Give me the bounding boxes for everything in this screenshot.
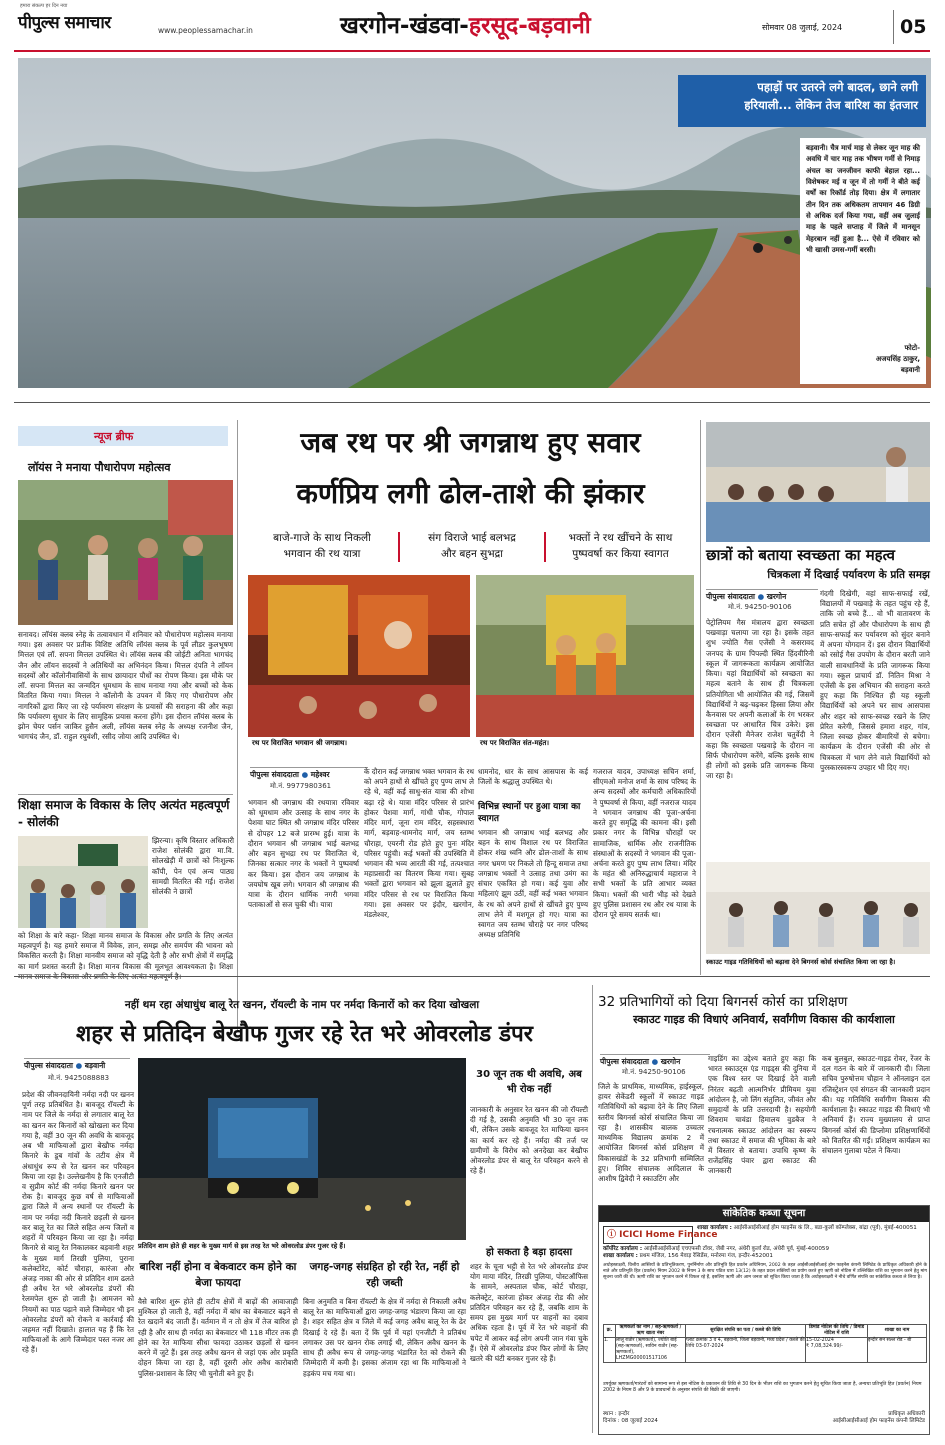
- brief2-photo: [18, 836, 148, 928]
- notice-company: ICICI Home Finance: [619, 1230, 718, 1240]
- scout-byline-place: खरगोन: [660, 1057, 681, 1066]
- edition-part1: खरगोन-खंडवा-: [340, 13, 469, 39]
- scout-col1: जिले के प्राथमिक, माध्यमिक, हाईस्कूल, हायर सेकेंडरी स्कूलों में स्काउट गाइड गतिविधियों को बढ़ावा देने के लिए जिला स्तरीय बिगनर्स कोर्स संचालित किया जा रहा है। शासकीय बालक उच्चतर माध्यमिक विद्यालय क्रमांक 2 में आयोजित बिगनर्स कोर्स प्रशिक्षण में विकासखंडों के 32 प्रतिभागी सम्मिलित हुए। शिविर संचालक आदिलाल के आशीष द्विवेदी ने स्काउटिंग और: [598, 1082, 704, 1183]
- sand-byline-name: पीपुल्स संवाददाता: [24, 1061, 73, 1070]
- scout-photo-caption: स्काउट गाइड गतिविधियों को बढ़ावा देने बिगनर्स कोर्स संचालित किया जा रहा है।: [706, 958, 896, 966]
- notice-th-no: क्र.: [604, 1325, 616, 1338]
- brief1-title: लॉयंस ने मनाया पौधारोपण महोत्सव: [28, 461, 171, 474]
- masthead-tagline: हमारा संकल्प हर दिन नया: [20, 3, 68, 9]
- masthead-rule: [14, 50, 930, 52]
- news-brief-label: [18, 426, 228, 446]
- sand-sub2-body: वैसे बारिश शुरू होते ही तटीय क्षेत्रों में बाढ़ों की आवाजाही मुश्किल हो जाती है, वहीं नर्मदा में बांध का बेकवाटर बढ़ने से रेत खदानें बंद जाती हैं। वर्तमान में न तो क्षेत्र में तेज बारिश हो रही है और साथ ही नर्मदा का बेकवाटर भी 118 मीटर तक ही होने का रेत माफिया सीधा फायदा उठाकर छड़लों से खनन करने में जुटे हैं। इस तरह अवैध खनन से जहां एक ओर प्रकृति दोहन किया जा रहा है, वहीं दूसरी ओर अवैध कारोबारी पुलिस-प्रशासन के लिए भी चुनौती बने हुए हैं।: [138, 1297, 298, 1378]
- sand-side-head-2: हो सकता है बड़ा हादसा: [485, 1247, 573, 1258]
- scout-class-photo: [706, 862, 930, 954]
- rath-headline-2: कर्णप्रिय लगी ढोल-ताशे की झंकार: [296, 477, 645, 510]
- rath-col3-subhead: विभिन्न स्थानों पर हुआ यात्रा का स्वागत: [478, 802, 581, 825]
- cleanliness-subhead: चित्रकला में दिखाई पर्यावरण के प्रति समझ: [767, 569, 930, 581]
- lead-photo-credit: [806, 343, 920, 376]
- cleanliness-photo: [706, 422, 930, 542]
- deck-2-line1: संग विराजे भाई बलभद्र: [428, 532, 516, 544]
- rath-deck: [248, 530, 693, 570]
- rath-col1: भगवान श्री जगन्नाथ की रथयात्रा रविवार को धूमधाम और उत्साह के साथ नगर के पेशवा घाट स्थित श्री जगन्नाथ मंदिर परिसर से दोपहर 12 बजे प्रारम्भ हुई। यात्रा के दौरान भगवान श्री जगन्नाथ भाई बलभद्र और बहन सुभद्रा रथ पर विराजित थे, जिनका सत्कार नगर के भक्तों ने पुष्पवर्षा कर किया। इस दौरान जय जगन्नाथ के जयघोष खूब लगे। भगवान श्री जगन्नाथ की यात्रा के दौरान धार्मिक नगरी भगवा पताकाओं से सज चुकी थी। यात्रा: [248, 798, 359, 910]
- cleanliness-headline: छात्रों को बताया स्वच्छता का महत्व: [706, 546, 895, 564]
- bullet-icon: ●: [757, 592, 765, 601]
- table-row: [604, 1337, 927, 1362]
- possession-notice: [598, 1205, 930, 1435]
- scout-photo: [706, 862, 930, 954]
- edition-title: [340, 8, 591, 40]
- bullet-icon: ●: [301, 770, 309, 779]
- notice-table: [603, 1324, 927, 1363]
- notice-branch2-addr: प्रथम मंजिल, 156 मेवाड़ रेसिडेंस, मनोरमा गंज, इन्दौर-452001: [639, 1253, 773, 1260]
- bullet-icon: ●: [651, 1057, 659, 1066]
- brief-divider: [18, 794, 233, 795]
- sand-mobile: मो.नं. 9425088883: [48, 1074, 110, 1082]
- rath-photo-1: [248, 575, 470, 750]
- icici-logo-icon: ⓘ: [607, 1230, 617, 1240]
- sand-byline-place: बड़वानी: [84, 1061, 106, 1070]
- masthead: [0, 0, 945, 52]
- deck-sep-2: [544, 532, 546, 562]
- rath-byline-place: महेश्वर: [310, 770, 330, 779]
- column-rule-2: [700, 420, 701, 975]
- rath-mobile: मो.नं. 9977980361: [270, 782, 332, 790]
- scout-byline: [600, 1054, 710, 1067]
- section-rule-2: [14, 976, 930, 977]
- notice-th-demand: डिमांड नोटिस की तिथि / डिमांड नोटिस में राशि: [806, 1325, 868, 1338]
- deck-1: [248, 530, 396, 563]
- lead-photo-textbox: [800, 138, 926, 384]
- notice-sign-by: प्राधिकृत अधिकारी: [888, 1411, 925, 1417]
- deck-2: [402, 530, 542, 563]
- rath-photo-1-caption: रथ पर विराजित भगवान श्री जगन्नाथ।: [248, 737, 470, 750]
- rath-byline: [250, 767, 368, 780]
- sand-dumper-photo: [138, 1058, 466, 1240]
- notice-sign-date: दिनांक : 08 जुलाई 2024: [603, 1418, 658, 1425]
- notice-footer: उपर्युक्त ऋणकर्ता/गारंटरों को सामान्य रूप से इस नोटिस के प्रकाशन की तिथि से 30 दिन के भीतर राशि का भुगतान करने हेतु सूचित किया जाता है, अन्यथा प्रतिभूति हित (प्रवर्तन) नियम 2002 के नियम 8 और 9 के प्रावधानों के अनुसार संपत्ति की बिक्री की जाएगी।: [603, 1382, 922, 1394]
- brief1-photo: [18, 480, 233, 625]
- scout-mobile: मो.नं. 94250-90106: [622, 1068, 686, 1076]
- sand-side-col-1: जानकारी के अनुसार रेत खनन की जो रॉयल्टी दी गई है, उसकी अनुमति भी 30 जून तक थी, लेकिन उसके बावजूद रेत माफिया खनन का कार्य कर रहे हैं। नर्मदा की तर्ज पर ग्रामीणों के विरोध को अनदेखा कर बेखौफ ओवरलोड डंपर से बालू रेत परिवहन करने से रहे हैं।: [470, 1105, 588, 1176]
- chariot-deity-photo: [248, 575, 470, 750]
- notice-corp-addr: आईसीआईसीआई एचएफसी टॉवर, जेबी नगर, अंधेरी कुर्ला रोड, अंधेरी पूर्व, मुंबई-400059: [643, 1246, 830, 1252]
- scout-col2: गाइडिंग का उद्देश्य बताते हुए कहा कि भारत स्काउट्स एंड गाइड्स की दुनिया में एक विश्व स्तर पर दिखाई देने वाली निरंतर बढ़ती आत्मनिर्भर प्रीमियम युवा आंदोलन है, जो लिंग संतुलित, जीवंत और समुदायों के प्रति उत्तरदायी है। सहयोगी शिवराम चावंडा हिमालय वुडबैज ने रचनात्मक स्काउट आंदोलन का स्वरूप तथा स्काउट में समाज की भूमिका के बारे में विस्तार से बताया। उपाधि कृष्ण के राजेंद्रसिंह पंवार द्वारा स्काउट की जानकारी: [708, 1054, 816, 1176]
- page-number: 05: [893, 10, 927, 44]
- cleanliness-byline-name: पीपुल्स संवाददाता: [706, 592, 755, 601]
- scout-subhead: स्काउट गाइड की विधाएं अनिवार्य, सर्वांगीण विकास की कार्यशाला: [633, 1013, 895, 1026]
- rath-photo-2: [476, 575, 694, 750]
- notice-body: अधोहस्ताक्षरी, वित्तीय आस्तियों के प्रतिभूतिकरण, पुनर्निर्माण और प्रतिभूति हित प्रवर्तन अधिनियम, 2002 के तहत आईसीआईसीआई होम फाइनेंस कंपनी लिमिटेड के प्राधिकृत अधिकारी होने के नाते और प्रतिभूति हित (प्रवर्तन) नियम 2002 के नियम 3 के साथ पठित धारा 13(12) के तहत प्रदत्त शक्तियों का प्रयोग करते हुए ऋणी को नोटिस में उल्लिखित राशि का भुगतान करने हेतु मांग सूचना जारी की थी। ऋणी राशि का भुगतान करने में विफल रहे हैं, इसलिए ऋणी और आम जनता को सूचित किया जाता है कि अधोहस्ताक्षरी ने नीचे वर्णित संपत्ति का सांकेतिक कब्जा ले लिया है।: [603, 1263, 927, 1280]
- students-audience-photo: [706, 422, 930, 542]
- cleanliness-byline: [706, 589, 818, 602]
- lead-photo-title-line1: पहाड़ों पर उतरने लगे बादल, छाने लगी: [757, 80, 918, 94]
- brief2-title: शिक्षा समाज के विकास के लिए अत्यंत महत्वपूर्ण - सोलंकी: [18, 798, 230, 830]
- notice-sign-left: [603, 1411, 753, 1426]
- column-rule-3: [592, 985, 593, 1433]
- credit-line3: बड़वानी: [900, 365, 920, 374]
- rath-headline-1: जब रथ पर श्री जगन्नाथ हुए सवार: [300, 426, 641, 459]
- edition-part2: हरसूद-बड़वानी: [468, 13, 591, 39]
- sand-sub2-head: बारिश नहीं होना व बेकवाटर कम होने का बेजा फायदा: [139, 1261, 297, 1289]
- deck-sep-1: [398, 532, 400, 562]
- notice-sign-place: स्थान : इन्दौर: [603, 1411, 630, 1417]
- notice-cell-borrower: लालू राठौर (ऋणकर्ता), ज्योति बाई (सह-ऋणकर्ता), साविन राठौर (सह-ऋणकर्ता), LHZMG00001517106: [616, 1337, 686, 1362]
- deck-3-line2: पुष्पवर्षा कर किया स्वागत: [572, 548, 669, 561]
- brief2-body: को शिक्षा के बारे कहा- शिक्षा मानव समाज के विकास और प्रगति के लिए अत्यंत महत्वपूर्ण है। यह हमारे समाज में विवेक, ज्ञान, समझ और समर्पण की भावना को विकसित करती है। शिक्षा मानवीय समाज को वृद्धि देती है और सभी क्षेत्रों में समृद्धि का मार्ग प्रशस्त करती है। शिक्षा मानव विकास की मूलभूत आवश्यकता है। शिक्षा: [18, 931, 233, 971]
- sand-side-head-1: 30 जून तक थी अवधि, अब भी रोक नहीं: [476, 1069, 582, 1095]
- notice-demand-date: 15-02-2024: [806, 1337, 834, 1343]
- rath-photo-2-caption: रथ पर विराजित संत-महंत।: [476, 737, 694, 750]
- deck-3: [548, 530, 693, 563]
- notice-corp-label: कॉर्पोरेट कार्यालय :: [603, 1246, 643, 1252]
- deck-3-line1: भक्तों ने रथ खींचने के साथ: [568, 532, 673, 544]
- rath-col4: गजराज यादव, उपाध्यक्ष सचिन शर्मा, सीएमओ मनोज शर्मा के साथ परिषद के अन्य सदस्यों और कर्मचारी अधिकारियों ने पुष्पवर्षा से किया, वहीं नजराज यादव ने भगवान जगन्नाथ की पूजा-अर्चना करते हुए समृद्धि की कामना की। इसी प्रकार नगर के विभिन्न चौराहों पर सामाजिक, धार्मिक और राजनीतिक संस्थाओं के सदस्यों ने भगवान की पूजा-अर्चना करते हुए पुष्प लाभ लिया। मंदिर के महंत श्री अनिरुद्धाचार्य महाराज ने सभी भक्तों के प्रति आभार व्यक्त किया। भक्तों की भारी भीड़ को देखते हुए पुलिस प्रशासन रथ और रथ यात्रा के दौरान पूरे समय सतर्क था।: [593, 767, 696, 920]
- notice-title: सांकेतिक कब्जा सूचना: [599, 1206, 929, 1222]
- sand-sub3-head: जगह-जगह संग्रहित हो रही रेत, नहीं हो रही जब्ती: [309, 1261, 460, 1289]
- website-url[interactable]: www.peoplessamachar.in: [158, 26, 253, 35]
- brief1-body: सनावद। लॉयंस क्लब स्नेह के तत्वावधान में शनिवार को पौधारोपण महोत्सव मनाया गया। इस अवसर पर प्रतीक विशिष्ट अतिथि लॉयंस क्लब के पूर्व लीडर कुलभूषण मित्तल एवं लॉ. सपना मित्तल उपस्थित थे। लॉयंस क्लब की जोईटी अनिता भागचंद जैन और लॉयन सदस्यों ने अतिथियों का अभिनंदन किया। मित्तल दंपति ने लॉयन सदस्यों और कॉलोनीवासियों के साथ छायादार पौधों का रोपण किया। इस मौके पर लॉ. सपना मित्तल का जन्मदिन धूमधाम के साथ मनाया गया और बच्चों को केक वितरित किया गया। मित्तल ने कॉलोनी के उपवन में किए गए पौधारोपण और नागरिकों द्वारा किए जा रहे पर्यावरण संरक्षण के प्रयासों की सराहना की और कहा कि पर्यावरण सुधार के लिए सामूहिक प्रयास करना होंगे। इस दौरान लॉयंस क्लब के झोन चेयर पर्सन जाकिर हुसैन अली, लॉयंस क्लब स्नेह के अध्यक्ष रजनीश जैन, भागचंद जैन, डॉ. राहुल रघुवंशी, रसीद जोया आदि उपस्थित थे।: [18, 630, 233, 742]
- classroom-photo: [18, 836, 148, 928]
- notice-th-address: सुरक्षित संपत्ति का पता / कब्जे की तिथि: [686, 1325, 806, 1338]
- notice-cell-branch: इन्दौर सन सल्ल रोड - बी: [868, 1337, 927, 1362]
- notice-th-branch: शाखा का नाम: [868, 1325, 927, 1338]
- column-rule-1: [237, 420, 238, 1030]
- cleanliness-mobile: मो.नं. 94250-90106: [728, 603, 792, 611]
- rath-col2: के दौरान कई जगन्नाथ भक्त भगवान के रथ को अपने हाथों से खींचते हुए पुण्य लाभ ले रहे थे, वहीं कई साधु-संत यात्रा की शोभा बढ़ा रहे थे। यात्रा मंदिर परिसर से प्रारंभ होकर पेशवा मार्ग, गांधी चौक, गोपाल मंदिर मार्ग, जूना राम मंदिर, सहस्त्रधारा मार्ग, बड़वाह-धामनोद मार्ग, जय स्तम्भ चौराहा, एयरनी रोड होते हुए पुनः मंदिर परिसर पहुंची। कई भक्तों की उपस्थिति में भगवान की भव्य आरती की गई, तत्पश्चात महाप्रसादी का वितरण किया गया। सुबह भक्तों द्वारा भगवान को झूला झुलाते हुए मंदिर परिसर से रथ पर विराजित किया गया। इस अवसर पर इंदौर, खरगोन, मंडलेश्वर,: [364, 767, 474, 920]
- sand-byline: [24, 1058, 130, 1071]
- notice-sign-right: [759, 1411, 925, 1426]
- rath-col3-top: धामनोद, धार के साथ आसपास के कई जिलों के श्रद्धालु उपस्थित थे।: [478, 767, 588, 787]
- notice-cell-demand: [806, 1337, 868, 1362]
- notice-demand-amount: ₹ 7,08,324.99/-: [806, 1343, 843, 1349]
- lead-photo-body: बड़वानी। चैत्र मार्च माह से लेकर जून माह की अवधि में चार माह तक भीषण गर्मी से निमाड़ अंचल का जनजीवन काफी बेहाल रहा... विशेषकर मई व जून में तो गर्मी ने बीते कई वर्षों का रिकॉर्ड तोड़ दिया। क्षेत्र में लगातार तीन दिन तक अधिकतम तापमान 46 डिग्री से अधिक दर्ज किया गया, वहीं अब जुलाई माह के पहले सप्ताह में जिले में मानसून मेहरबान नहीं हुआ है... ऐसे में रविवार को भी खासी उमस-गर्मी बरसी।: [806, 144, 920, 254]
- deck-1-line2: भगवान की रथ यात्रा: [283, 548, 361, 561]
- notice-branch-addr: आईसीआईसीआई होम फाइनेंस कं लि., बडा-कुलों कॉम्प्लेक्स, बांद्रा (पूर्व), मुंबई-400051: [733, 1225, 917, 1231]
- section-rule-1: [14, 402, 930, 403]
- notice-sign-company: आईसीआईसीआई होम फाइनेंस कंपनी लिमिटेड: [832, 1418, 925, 1425]
- news-brief-label-text: न्यूज ब्रीफ: [94, 430, 134, 443]
- sand-col1: प्रदेश की जीवनदायिनी नर्मदा नदी पर खनन पूर्ण तरह प्रतिबंधित है। बावजूद रॉयल्टी के नाम पर जिले के नर्मदा से लगातार बालू रेत का खनन कर किनारों को खोखला कर दिया गया है, वहीं 30 जून की अवधि के बावजूद अब भी माफियाओं द्वारा बेखौफ नर्मदा किनारे के डूब गांवों के तटीय क्षेत्र में अंधाधुंध रूप से रेत खनन कर परिवहन किया जा रहा है। उल्लेखनीय है कि एनजीटी व सुप्रीम कोर्ट की नर्मदा किनारे खनन पर रोक है। बावजूद कुछ वर्ष से माफियाओं द्वारा जिले में अन्य स्थानों पर रॉयल्टी के नाम पर नर्मदा नदी किनारे छड़ली से खनन कर बालू रेत का जिले सहित अन्य जिलों व शहरों में परिवहन किया जा रहा है। नर्मदा किनारे से बालू रेत निकालकर बड़वानी शहर के मुख्य मार्ग तिरछी पुलिया, पुराना कलेक्टोरेट, कोर्ट चौराहा, कारंजा और अंजड़ नाका की ओर से प्रतिदिन शाम ढलते ही अवैध रेत भरे ओवरलोड डंपरों की रेलमपेल शुरू हो जाती है। आमजन को नियमों का पाठ पढ़ाने वाले जिम्मेदार भी इन ओवरलोड डंपरों को रोकने व कार्रवाई की जहमत नहीं दिखाते। हालात यह हैं कि रेत माफियाओं के आगे जिम्मेदार पस्त नजर आ रहे हैं।: [22, 1090, 134, 1355]
- sand-headline: शहर से प्रतिदिन बेखौफ गुजर रहे रेत भरे ओवरलोड डंपर: [76, 1021, 533, 1047]
- issue-date: सोमवार 08 जुलाई, 2024: [762, 23, 843, 32]
- brief2-body-top: झिरन्या। कृषि विस्तार अधिकारी राजेश सोलंकी द्वारा मा.वि. सोलखेड़ी में छात्रों को निःशुल्क कॉपी, पेन एवं अन्य पाठ्य सामग्री वितरित की गई। राजेश सोलंकी ने छात्रों: [152, 836, 234, 897]
- deck-2-line2: और बहन सुभद्रा: [441, 548, 503, 561]
- plantation-group-photo: [18, 480, 233, 625]
- notice-branch-label: शाखा कार्यालय :: [697, 1225, 732, 1231]
- rath-byline-name: पीपुल्स संवाददाता: [250, 770, 299, 779]
- sand-photo-caption: प्रतिदिन शाम होते ही शहर के मुख्य मार्ग से इस तरह रेत भरे ओवरलोड डंपर गुजर रहे हैं।: [138, 1242, 346, 1250]
- scout-headline: 32 प्रतिभागियों को दिया बिगनर्स कोर्स का प्रशिक्षण: [598, 994, 848, 1010]
- lead-photo-title-line2: हरियाली... लेकिन तेज बारिश का इंतजार: [744, 97, 918, 112]
- lead-photo-title: [678, 75, 926, 127]
- deck-1-line1: बाजे-गाजे के साथ निकली: [273, 532, 371, 544]
- sand-side-col-2: शहर के चूना भट्टी से रेत भरे ओवरलोड डंपर योग माया मंदिर, तिरछी पुलिया, पोस्टऑफिस के सामने, अस्पताल चौक, कोर्ट चौराहा, कलेक्ट्रेट, कारंजा होकर अंजड़ रोड की ओर प्रतिदिन परिवहन कर रहे हैं, जबकि शाम के समय इस मुख्य मार्ग पर वाहनों का दबाव अधिक रहता है। पूर्व में रेत भरे वाहनों की चपेट में आकर कई लोग अपनी जान गंवा चुके हैं। ऐसे में ओवरलोड डंपर फिर लोगों के लिए खतरे की घंटी बनकर गुजर रहे हैं।: [470, 1262, 588, 1363]
- cleanliness-col2: गंदगी दिखेगी, वहां साफ-सफाई रखें, विद्यालयों में पखवाड़े के तहत पहुंच रहे हैं, ताकि जो बच्चे हैं... वो भी वातावरण के प्रति सचेत हों और पौधारोपण के साथ ही साफ-सफाई कर पर्यावरण को सुंदर बनाने में अपना योगदान दें। इस दौरान विद्यार्थियों को रसोई गैस उपयोग के दौरान बरती जाने वाली सावधानियों के प्रति जागरूक किया गया। स्कूल प्राचार्य डॉ. नितिन मिश्रा ने एजेंसी के इस अभियान की सराहना करते हुए कहा कि निश्चित ही यह स्कूली विद्यार्थियों को अपने घर साथ आसपास और शहर को साफ-स्वच्छ रखने के लिए प्रेरित करेगी, जिससे हमारा शहर, गांव, जिला स्वच्छ होकर बीमारियों से बचेगा। कार्यक्रम के दौरान एजेंसी की ओर से चित्रकला में भाग लेने वाले विद्यार्थियों को पुरस्कारस्वरूप उपहार भी दिए गए।: [820, 589, 930, 772]
- sand-sub3-body: बिना अनुमति व बिना रॉयल्टी के क्षेत्र में नर्मदा से निकाली अवैध बालू रेत का माफियाओं द्वारा जगह-जगह भंडारण किया जा रहा है। शहर सहित क्षेत्र व जिले में कई जगह अवैध बालू रेत के ढेर दिखाई दे रहे हैं। बता दें कि पूर्व में यहां एनजीटी ने प्रतिबंध लगाकर उस पर खनन रोक लगाई थी, लेकिन अवैध खनन के साथ ही अवैध रूप से जगह-जगह भंडारित रेत को रोकने की जिम्मेदारी में कमी है। इसका अंजाम रहा था कि माफियाओं ने हड़कंप मच गया था।: [303, 1297, 466, 1378]
- cleanliness-col1: पेट्रोलियम गैस मंत्रालय द्वारा स्वच्छता पखवाड़ा चलाया जा रहा है। इसके तहत शुभ ज्योति गैस एजेंसी ने कसरावद जनपद के ग्राम पिपल्दी स्थित हिंदवीरिनी स्कूल में जागरूकता कार्यक्रम आयोजित किया। यहां विद्यार्थियों को स्वच्छता का महत्व बताने के साथ ही चित्रकला प्रतियोगिता भी आयोजित की गई, जिसमें विद्यार्थियों ने बढ़-चढ़कर हिस्सा लिया और कैनवास पर अपनी कलाओं के रंग भरकर स्वच्छता पर आधारित चित्र उकेरे। इस दौरान एजेंसी मैनेजर राजेश चतुर्वेदी ने कहा कि स्वच्छता पखवाड़े के दौरान ना सिर्फ पौधारोपण करेंगे, बल्कि इसके साथ ही लोगों को इसके प्रति जागरूक किया जा रहा है।: [706, 618, 814, 781]
- credit-line1: फोटो-: [904, 344, 920, 352]
- notice-cell-address: प्लाट क्रमांक 3 व 4, बड़वानी, जिला बड़वानी, मध्य प्रदेश / कब्जे की तिथि 03-07-2024: [686, 1337, 806, 1362]
- saints-on-chariot-photo: [476, 575, 694, 750]
- scout-col3: कब बुलबुल, स्काउट-गाइड रोवर, रेंजर के दल गठन के बारे में जानकारी दी। जिला सचिव पुरुषोत्तम चौहान ने ऑनलाइन दल रजिस्ट्रेशन एवं संगठन की जानकारी प्रदान की। यह गतिविधि सर्वांगीण विकास की कार्यशाला है। स्काउट गाइड की विधाएं भी अनिवार्य हैं। राज्य मुख्यालय से प्राप्त बिगनर्स कोर्स की डिप्लोमा प्रशिक्षणार्थियों को वितरित की गईं। प्रशिक्षण कार्यक्रम का संचालन गुलाबा पटेल ने किया।: [822, 1054, 930, 1155]
- bullet-icon: ●: [75, 1061, 83, 1070]
- cleanliness-byline-place: खरगोन: [766, 592, 787, 601]
- newspaper-logo: पीपुल्स समाचार: [18, 13, 111, 33]
- notice-th-borrower: ऋणकर्ता का नाम / सह-ऋणकर्ता / ऋण खाता नंबर: [616, 1325, 686, 1338]
- notice-table-header: [604, 1325, 927, 1338]
- notice-branch2-label: शाखा कार्यालय :: [603, 1253, 638, 1260]
- credit-line2: अजयसिंह ठाकुर,: [875, 354, 920, 363]
- notice-branch: [697, 1225, 927, 1232]
- night-dumper-truck-photo: [138, 1058, 466, 1240]
- sand-kicker: नहीं थम रहा अंधाधुंध बालू रेत खनन, रॉयल्टी के नाम पर नर्मदा किनारों को कर दिया खोखला: [124, 999, 480, 1011]
- rath-col3: भगवान श्री जगन्नाथ भाई बलभद्र और बहन के साथ विशाल रथ पर विराजित होकर शंख ध्वनि और ढोल-ताशों के साथ नगर भ्रमण पर निकले तो हिन्दू समाज तथा जगन्नाथ भक्तों ने उत्साह तथा उमंग का संचार एकत्रित हो गया। कई युवा और महिलाएं झूम उठीं, वहीं कई भक्त भगवान के रथ को अपने हाथों से खींचते हुए पुण्य लाभ लेने में मशगूल हो गए। यात्रा का स्वागत जय स्तम्भ चौराहे पर नगर परिषद अध्यक्ष प्रतिनिधि: [478, 828, 588, 940]
- notice-corp: [603, 1246, 927, 1261]
- scout-byline-name: पीपुल्स संवाददाता: [600, 1057, 649, 1066]
- notice-cell-no: 1.: [604, 1337, 616, 1362]
